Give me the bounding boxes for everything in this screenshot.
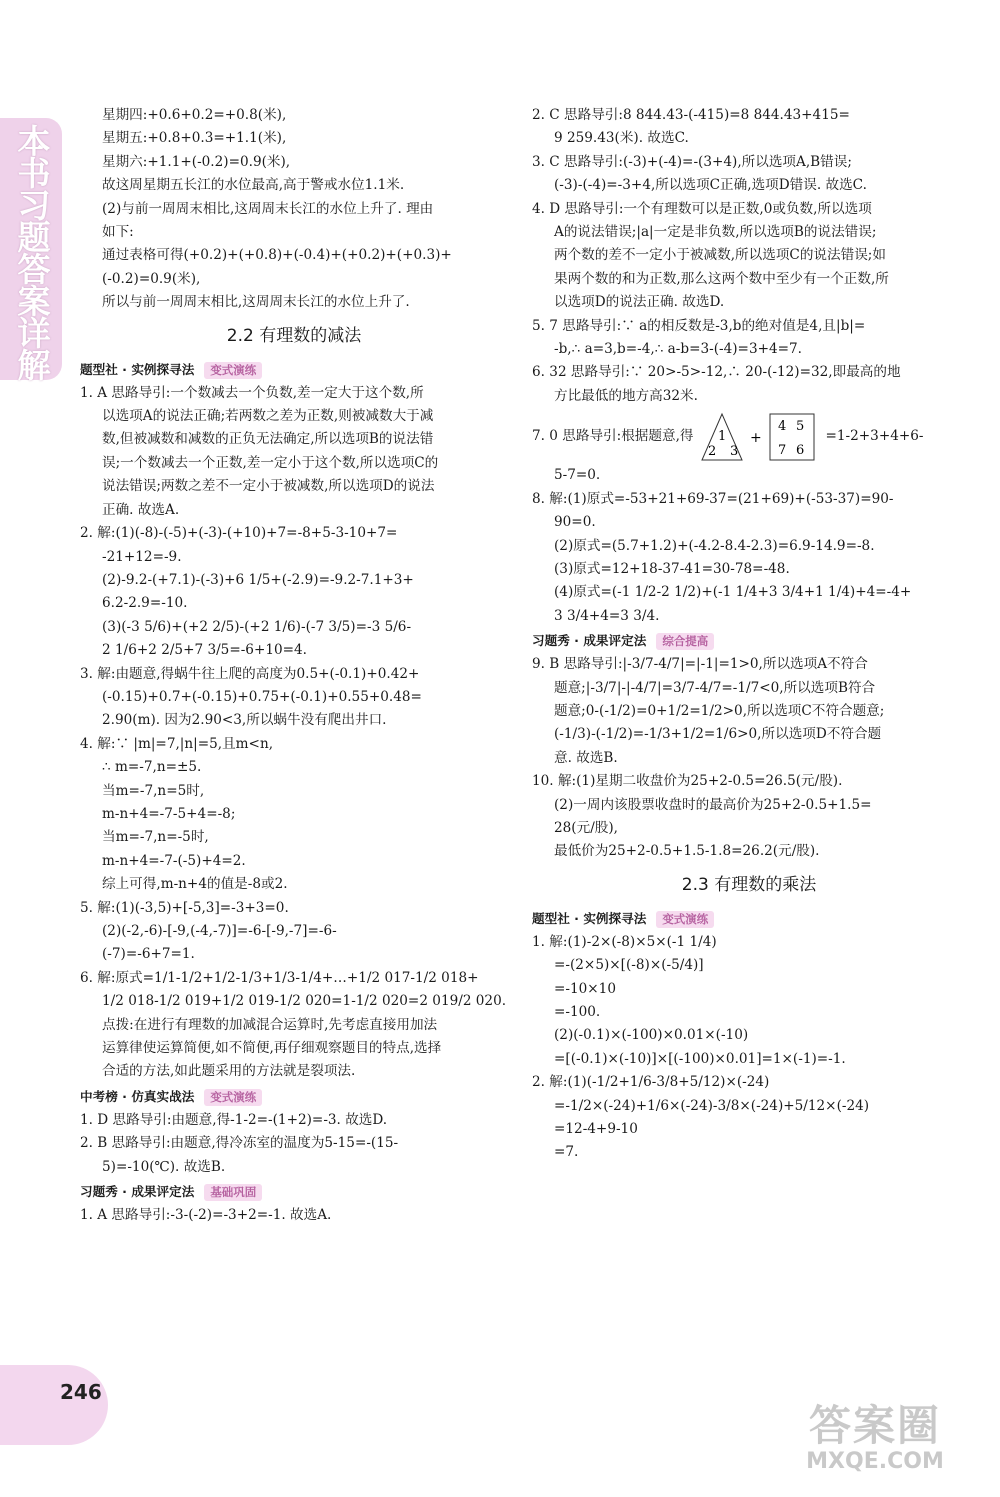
line-text: (2)(-0.1)×(-100)×0.01×(-10) <box>554 1027 749 1044</box>
line-text: 综上可得,m-n+4的值是-8或2. <box>102 876 288 893</box>
text-line <box>532 244 966 267</box>
line-text: -b,∴ a=3,b=-4,∴ a-b=3-(-4)=3+4=7. <box>554 341 802 358</box>
line-text: 意. 故选B. <box>554 749 618 766</box>
line-text: (2)(-2,-6)-[-9,(-4,-7)]=-6-[-9,-7]=-6- <box>102 923 337 939</box>
subsection-heading <box>80 1084 508 1109</box>
line-text: 两个数的差不一定小于被减数,所以选项C的说法错误;如 <box>554 247 886 264</box>
text-line <box>532 581 966 604</box>
line-text: (3)原式=12+18-37-41=30-78=-48. <box>554 560 790 577</box>
line-text: 果两个数的和为正数,那么这两个数中至少有一个正数,所 <box>554 270 889 287</box>
text-line <box>80 499 508 522</box>
text-line <box>532 127 966 150</box>
line-text: 误;一个数减去一个正数,差一定小于这个数,所以选项C的 <box>102 454 439 471</box>
text-line <box>80 592 508 615</box>
text-line <box>80 244 508 267</box>
section-badge: 综合提高 <box>656 633 714 650</box>
line-text: 以选项D的说法正确. 故选D. <box>554 294 725 311</box>
line-text: 星期四:+0.6+0.2=+0.8(米), <box>102 107 287 123</box>
text-line <box>532 151 966 174</box>
text-line <box>532 677 966 700</box>
text-line <box>80 174 508 197</box>
text-line <box>532 535 966 558</box>
line-text: 2. 解:(1)(-1/2+1/6-3/8+5/12)×(-24) <box>532 1074 770 1091</box>
text-line <box>80 452 508 475</box>
line-text: 5)=-10(℃). 故选B. <box>102 1158 226 1175</box>
section-title <box>80 317 508 355</box>
line-text: (2)与前一周周末相比,这周周末长江的水位上升了. 理由 <box>102 200 434 217</box>
line-text: 4. 解:∵ |m|=7,|n|=5,且m<n, <box>80 735 274 752</box>
text-line <box>532 198 966 221</box>
text-line <box>532 1048 966 1071</box>
text-line <box>80 382 508 405</box>
triangle-number: 3 <box>729 443 738 459</box>
section-badge: 变式演练 <box>656 911 714 928</box>
line-text: 2.90(m). 因为2.90<3,所以蜗牛没有爬出井口. <box>102 712 387 729</box>
text-line <box>532 488 966 511</box>
line-text: 题型社 · 实例探寻法 <box>80 361 195 377</box>
line-text: 以选项A的说法正确;若两数之差为正数,则被减数大于减 <box>102 408 434 425</box>
text-line <box>80 151 508 174</box>
line-text: 4. D 思路导引:一个有理数可以是正数,0或负数,所以选项 <box>532 200 872 217</box>
page-number-badge <box>0 1365 108 1445</box>
line-text: (-0.15)+0.7+(-0.15)+0.75+(-0.1)+0.55+0.48= <box>102 688 422 705</box>
text-line <box>80 709 508 732</box>
text-line <box>532 104 966 127</box>
svg-text:+: + <box>749 429 762 446</box>
line-text: 当m=-7,n=5时, <box>102 782 205 799</box>
text-line <box>532 605 966 628</box>
text-line <box>80 873 508 896</box>
line-text: 说法错误;两数之差不一定小于被减数,所以选项D的说法 <box>102 478 435 495</box>
line-text: 9 259.43(米). 故选C. <box>554 130 689 147</box>
text-line <box>532 1118 966 1141</box>
line-text: 最低价为25+2-0.5+1.5-1.8=26.2(元/股). <box>554 843 820 860</box>
text-line <box>80 616 508 639</box>
watermark-logo: 答案圈 <box>808 1401 941 1450</box>
page-number: 246 <box>60 1380 102 1404</box>
text-line <box>80 522 508 545</box>
text-line <box>532 700 966 723</box>
line-text: 5-7=0. <box>554 467 601 484</box>
line-text: 2. 解:(1)(-8)-(-5)+(-3)-(+10)+7=-8+5-3-10+7= <box>80 525 398 542</box>
right-column <box>532 104 966 1165</box>
text-line <box>80 897 508 920</box>
text-line <box>80 405 508 428</box>
line-text: 10. 解:(1)星期二收盘价为25+2-0.5=26.5(元/股). <box>532 773 843 790</box>
text-line <box>532 338 966 361</box>
line-text: =12-4+9-10 <box>554 1121 638 1138</box>
square-number: 7 <box>777 442 786 458</box>
triangle-number: 2 <box>707 443 716 459</box>
line-text: (2)原式=(5.7+1.2)+(-4.2-8.4-2.3)=6.9-14.9=-8. <box>554 537 875 554</box>
line-text: 1/2 018-1/2 019+1/2 019-1/2 020=1-1/2 020=2 019/2 020. <box>102 993 507 1010</box>
text-line <box>80 686 508 709</box>
line-text: 6.2-2.9=-10. <box>102 595 188 612</box>
line-text: 数,但被减数和减数的正负无法确定,所以选项B的说法错 <box>102 431 434 448</box>
section-badge: 基础巩固 <box>204 1184 262 1201</box>
line-text: =1-2+3+4+6- <box>825 428 924 445</box>
text-line <box>532 1024 966 1047</box>
line-text: 3. C 思路导引:(-3)+(-4)=-(3+4),所以选项A,B错误; <box>532 153 852 170</box>
line-text: =-1/2×(-24)+1/6×(-24)-3/8×(-24)+5/12×(-24) <box>554 1097 870 1114</box>
line-text: 6. 32 思路导引:∵ 20>-5>-12,∴ 20-(-12)=32,即最高的地 <box>532 364 901 381</box>
text-line <box>80 221 508 244</box>
text-line <box>80 850 508 873</box>
text-line <box>80 268 508 291</box>
text-line <box>80 663 508 686</box>
line-text: 合适的方法,如此题采用的方法就是裂项法. <box>102 1063 356 1080</box>
line-text: 2. C 思路导引:8 844.43-(-415)=8 844.43+415= <box>532 107 850 123</box>
subsection-heading <box>80 357 508 382</box>
text-line <box>532 385 966 408</box>
line-text: ∴ m=-7,n=±5. <box>102 759 202 776</box>
text-line <box>80 967 508 990</box>
text-line <box>532 464 966 487</box>
line-text: 当m=-7,n=-5时, <box>102 829 209 846</box>
line-text: 题意;|-3/7|-|-4/7|=3/7-4/7=-1/7<0,所以选项B符合 <box>554 679 876 696</box>
text-line <box>532 978 966 1001</box>
line-text: =-100. <box>554 1004 601 1020</box>
text-line <box>80 569 508 592</box>
text-line <box>532 931 966 954</box>
text-line <box>532 1001 966 1024</box>
text-line <box>532 315 966 338</box>
line-text: 9. B 思路导引:|-3/7-4/7|=|-1|=1>0,所以选项A不符合 <box>532 656 868 673</box>
text-line <box>80 198 508 221</box>
text-line <box>532 840 966 863</box>
line-text: 运算律使运算简便,如不简便,再仔细观察题目的特点,选择 <box>102 1040 442 1057</box>
text-line <box>80 1109 508 1132</box>
line-text: 2.3 有理数的乘法 <box>681 874 817 895</box>
line-text: (4)原式=(-1 1/2-2 1/2)+(-1 1/4+3 3/4+1 1/4)+4=-4+ <box>554 584 912 601</box>
line-text: (3)(-3 5/6)+(+2 2/5)-(+2 1/6)-(-7 3/5)=-3 5/6- <box>102 618 412 635</box>
text-line <box>80 127 508 150</box>
text-line <box>80 639 508 662</box>
text-line <box>80 943 508 966</box>
text-line <box>532 747 966 770</box>
line-text: =-(2×5)×[(-8)×(-5/4)] <box>554 957 704 974</box>
line-text: 2. B 思路导引:由题意,得冷冻室的温度为5-15=-(15- <box>80 1135 399 1152</box>
line-text: 5. 解:(1)(-3,5)+[-5,3]=-3+3=0. <box>80 899 289 916</box>
text-line <box>80 104 508 127</box>
line-text: 星期五:+0.8+0.3=+1.1(米), <box>102 130 287 147</box>
text-line <box>532 408 966 464</box>
line-text: 1. A 思路导引:一个数减去一个负数,差一定大于这个数,所 <box>80 384 424 401</box>
text-line <box>80 756 508 779</box>
text-line <box>80 428 508 451</box>
line-text: (2)-9.2-(+7.1)-(-3)+6 1/5+(-2.9)=-9.2-7.1+3+ <box>102 571 414 588</box>
text-line <box>532 954 966 977</box>
square-number: 4 <box>777 418 786 434</box>
section-badge: 变式演练 <box>204 362 262 379</box>
line-text: 习题秀 · 成果评定法 <box>80 1184 195 1200</box>
text-line <box>80 826 508 849</box>
text-line <box>80 1132 508 1155</box>
line-text: 习题秀 · 成果评定法 <box>532 633 647 649</box>
text-line <box>532 511 966 534</box>
number-figure <box>700 410 820 464</box>
section-title <box>532 866 966 904</box>
text-line <box>532 1071 966 1094</box>
line-text: m-n+4=-7-(-5)+4=2. <box>102 852 246 869</box>
line-text: 正确. 故选A. <box>102 501 180 518</box>
text-line <box>80 1156 508 1179</box>
line-text: 故这周星期五长江的水位最高,高于警戒水位1.1米. <box>102 177 405 194</box>
line-text: 2.2 有理数的减法 <box>226 325 362 346</box>
line-text: (-0.2)=0.9(米), <box>102 270 201 287</box>
text-line <box>532 221 966 244</box>
line-text: (-7)=-6+7=1. <box>102 946 195 963</box>
line-text: 题意;0-(-1/2)=0+1/2=1/2>0,所以选项C不符合题意; <box>554 702 885 719</box>
text-line <box>532 1141 966 1164</box>
line-text: =[(-0.1)×(-10)]×[(-100)×0.01]=1×(-1)=-1. <box>554 1050 846 1067</box>
line-text: 如下: <box>102 224 134 241</box>
text-line <box>80 546 508 569</box>
text-line <box>80 1014 508 1037</box>
line-text: 3 3/4+4=3 3/4. <box>554 607 660 624</box>
text-line <box>80 920 508 943</box>
watermark <box>790 1403 960 1475</box>
watermark-url: MXQE.COM <box>806 1449 944 1474</box>
line-text: (-1/3)-(-1/2)=-1/3+1/2=1/6>0,所以选项D不符合题 <box>554 726 882 743</box>
text-line <box>80 475 508 498</box>
text-line <box>532 723 966 746</box>
line-text: m-n+4=-7-5+4=-8; <box>102 805 236 822</box>
text-line <box>532 653 966 676</box>
line-text: 1. 解:(1)-2×(-8)×5×(-1 1/4) <box>532 933 717 950</box>
text-line <box>532 268 966 291</box>
text-line <box>532 174 966 197</box>
square-number: 6 <box>795 442 804 458</box>
text-line <box>532 558 966 581</box>
text-line <box>80 1060 508 1083</box>
line-text: 2 1/6+2 2/5+7 3/5=-6+10=4. <box>102 642 308 659</box>
line-text: 点拨:在进行有理数的加减混合运算时,先考虑直接用加法 <box>102 1016 438 1033</box>
line-text: =-10×10 <box>554 980 616 997</box>
line-text: 通过表格可得(+0.2)+(+0.8)+(-0.4)+(+0.2)+(+0.3)+ <box>102 247 452 264</box>
text-line <box>80 780 508 803</box>
sidebar-title: 本书习题答案详解 <box>17 122 51 385</box>
line-text: 题型社 · 实例探寻法 <box>532 910 647 926</box>
line-text: A的说法错误;|a|一定是非负数,所以选项B的说法错误; <box>554 224 877 241</box>
line-text: 90=0. <box>554 514 596 531</box>
line-text: 中考榜 · 仿真实战法 <box>80 1088 195 1104</box>
triangle-number: 1 <box>717 428 726 444</box>
line-text: =7. <box>554 1144 579 1161</box>
subsection-heading <box>532 906 966 931</box>
line-text: 1. D 思路导引:由题意,得-1-2=-(1+2)=-3. 故选D. <box>80 1111 388 1128</box>
line-text: 6. 解:原式=1/1-1/2+1/2-1/3+1/3-1/4+…+1/2 017-1/2 018+ <box>80 969 479 986</box>
line-text: 星期六:+1.1+(-0.2)=0.9(米), <box>102 153 291 170</box>
line-text: 3. 解:由题意,得蜗牛往上爬的高度为0.5+(-0.1)+0.42+ <box>80 665 420 682</box>
text-line <box>532 794 966 817</box>
text-line <box>80 291 508 314</box>
text-line <box>532 1095 966 1118</box>
line-text: 7. 0 思路导引:根据题意,得 <box>532 428 694 445</box>
text-line <box>80 733 508 756</box>
line-text: -21+12=-9. <box>102 548 182 565</box>
text-line <box>80 990 508 1013</box>
text-line <box>80 803 508 826</box>
subsection-heading <box>80 1179 508 1204</box>
line-text: (-3)-(-4)=-3+4,所以选项C正确,选项D错误. 故选C. <box>554 177 867 194</box>
subsection-heading <box>532 628 966 653</box>
line-text: 所以与前一周周末相比,这周周末长江的水位上升了. <box>102 294 410 311</box>
line-text: 1. A 思路导引:-3-(-2)=-3+2=-1. 故选A. <box>80 1207 332 1224</box>
left-column <box>80 104 508 1227</box>
square-number: 5 <box>795 418 804 434</box>
text-line <box>80 1037 508 1060</box>
text-line <box>532 770 966 793</box>
line-text: 28(元/股), <box>554 819 618 836</box>
line-text: 8. 解:(1)原式=-53+21+69-37=(21+69)+(-53-37)=90- <box>532 490 894 507</box>
text-line <box>532 817 966 840</box>
line-text: 5. 7 思路导引:∵ a的相反数是-3,b的绝对值是4,且|b|= <box>532 317 866 334</box>
line-text: (2)一周内该股票收盘时的最高价为25+2-0.5+1.5= <box>554 796 872 813</box>
text-line <box>532 291 966 314</box>
line-text: 方比最低的地方高32米. <box>554 387 698 404</box>
section-badge: 变式演练 <box>204 1089 262 1106</box>
text-line <box>532 361 966 384</box>
text-line <box>80 1204 508 1227</box>
